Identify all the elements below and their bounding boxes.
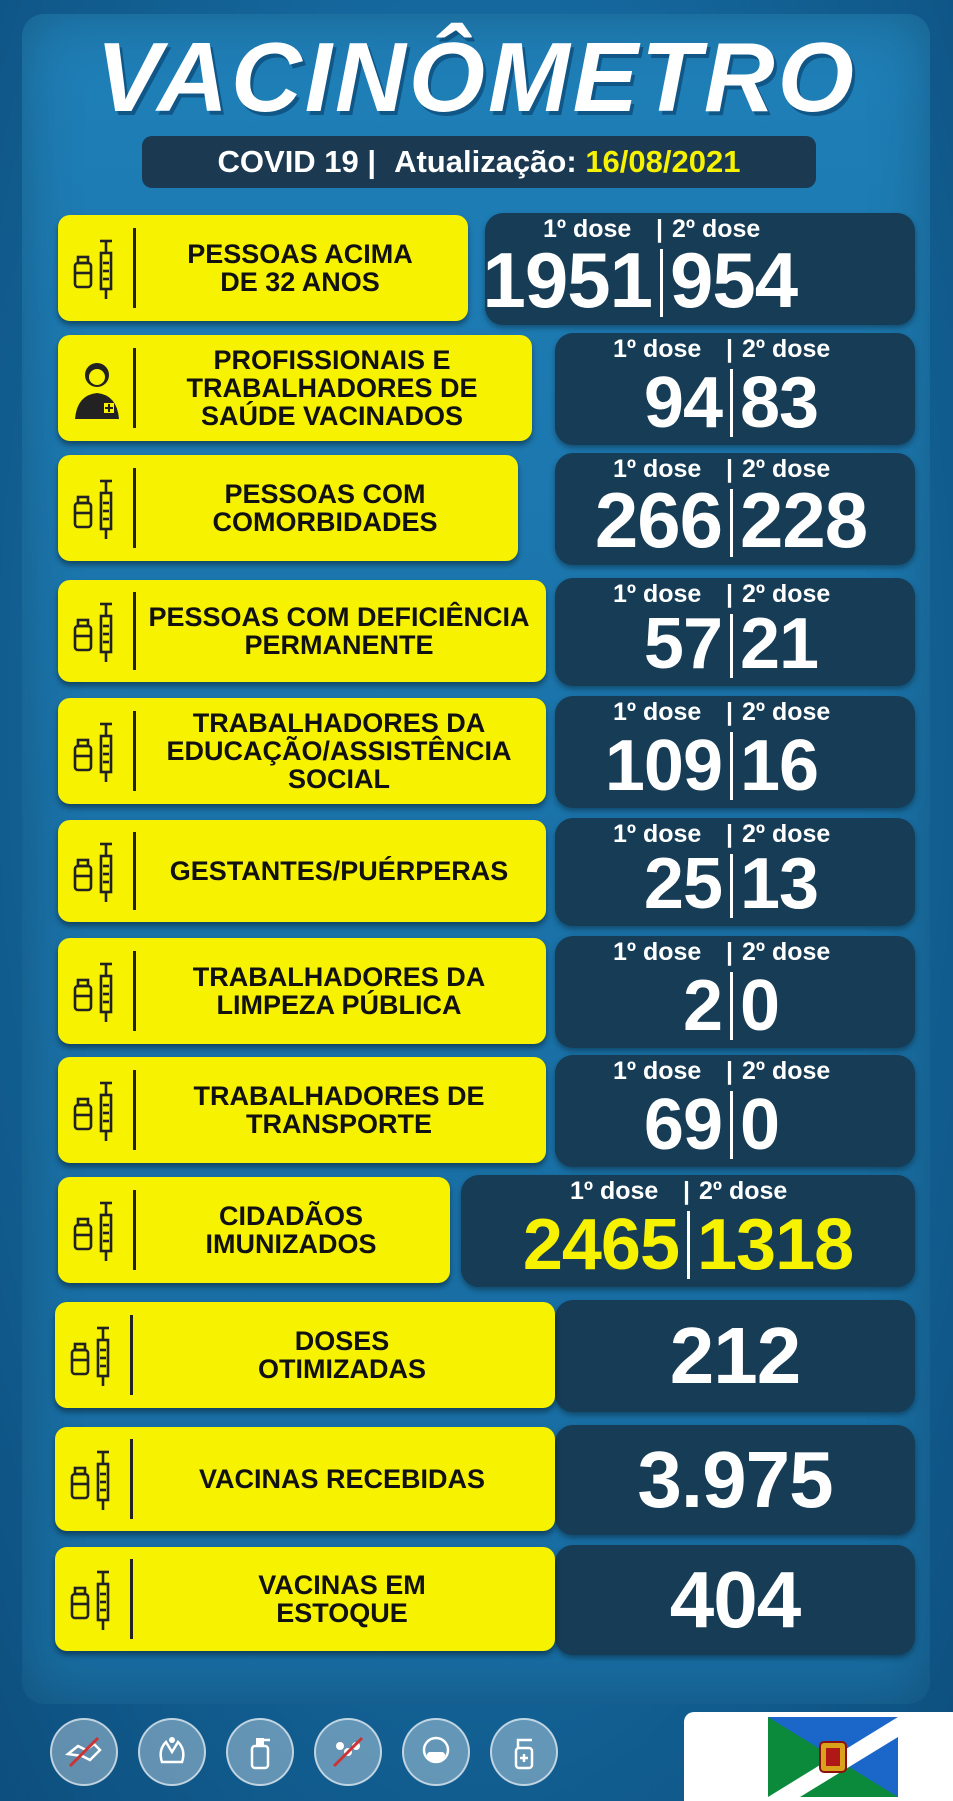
dose-separator <box>660 249 663 317</box>
second-dose-header: 2º dose <box>742 698 831 726</box>
dose-box <box>555 1055 915 1167</box>
first-dose-header: 1º dose <box>613 455 702 483</box>
category-card <box>58 580 546 682</box>
dose-header-separator: | <box>726 455 733 483</box>
first-dose-header: 1º dose <box>570 1177 659 1205</box>
category-label: CIDADÃOS IMUNIZADOS <box>205 1201 377 1259</box>
syringe-vial-icon <box>58 580 136 682</box>
total-value: 212 <box>669 1311 801 1400</box>
update-bar <box>142 136 816 188</box>
dose-separator <box>730 614 733 678</box>
card-divider <box>133 592 136 670</box>
card-divider <box>130 1559 133 1638</box>
dose-header-separator: | <box>726 335 733 363</box>
card-divider <box>133 228 136 309</box>
category-card <box>58 215 468 321</box>
update-label: Atualização: 16/08/2021 <box>394 144 741 179</box>
first-dose-header: 1º dose <box>613 938 702 966</box>
card-divider <box>133 951 136 1032</box>
syringe-vial-icon <box>58 455 136 561</box>
first-dose-count: 109 <box>604 726 722 806</box>
syringe-vial-icon <box>58 1177 136 1283</box>
stat-row <box>0 1055 953 1167</box>
syringe-vial-icon <box>55 1427 133 1531</box>
dose-separator <box>730 369 733 437</box>
total-card <box>55 1547 555 1651</box>
total-label: VACINAS RECEBIDAS <box>198 1464 486 1494</box>
dose-box <box>555 936 915 1048</box>
update-date: 16/08/2021 <box>585 144 741 179</box>
first-dose-header: 1º dose <box>613 580 702 608</box>
second-dose-header: 2º dose <box>672 215 761 243</box>
category-card <box>58 938 546 1044</box>
card-divider <box>130 1315 133 1396</box>
stat-row <box>0 818 953 926</box>
category-label: PESSOAS COM DEFICIÊNCIA PERMANENTE <box>148 602 530 660</box>
card-divider <box>133 832 136 910</box>
category-card <box>58 1057 546 1163</box>
second-dose-header: 2º dose <box>742 820 831 848</box>
stat-row <box>0 936 953 1048</box>
dose-separator <box>730 489 733 557</box>
category-label: PESSOAS ACIMA DE 32 ANOS <box>187 239 413 297</box>
stat-row <box>0 333 953 445</box>
category-label: GESTANTES/PUÉRPERAS <box>169 856 509 886</box>
dose-header-separator: | <box>656 215 663 243</box>
syringe-vial-icon <box>58 698 136 804</box>
spray-bottle-icon <box>490 1718 558 1786</box>
second-dose-count: 954 <box>670 236 798 324</box>
category-label: PROFISSIONAIS E TRABALHADORES DE SAÚDE VACINADOS <box>186 345 478 431</box>
first-dose-count: 266 <box>594 476 722 564</box>
syringe-vial-icon <box>58 215 136 321</box>
second-dose-count: 16 <box>740 726 819 806</box>
card-divider <box>133 348 136 429</box>
first-dose-count: 2465 <box>522 1205 679 1285</box>
total-row <box>0 1425 953 1535</box>
stat-row <box>0 453 953 565</box>
stat-row <box>0 696 953 808</box>
first-dose-header: 1º dose <box>613 820 702 848</box>
category-card <box>58 455 518 561</box>
second-dose-count: 21 <box>740 604 819 684</box>
hand-washing-icon <box>138 1718 206 1786</box>
first-dose-count: 94 <box>643 363 722 443</box>
category-card <box>58 335 532 441</box>
dose-separator <box>730 1091 733 1159</box>
stat-row <box>0 578 953 686</box>
second-dose-count: 13 <box>740 844 819 924</box>
first-dose-header: 1º dose <box>613 1057 702 1085</box>
logo-area <box>684 1712 953 1801</box>
total-value: 404 <box>669 1555 801 1644</box>
prevention-icons <box>50 1718 558 1786</box>
category-card <box>58 820 546 922</box>
first-dose-count: 2 <box>682 966 722 1046</box>
first-dose-count: 25 <box>643 844 722 924</box>
dose-header-separator: | <box>726 1057 733 1085</box>
syringe-vial-icon <box>58 938 136 1044</box>
total-row <box>0 1300 953 1412</box>
category-card <box>58 1177 450 1283</box>
second-dose-header: 2º dose <box>742 455 831 483</box>
second-dose-header: 2º dose <box>742 580 831 608</box>
municipal-flag-logo <box>768 1717 898 1797</box>
card-divider <box>130 1439 133 1518</box>
category-card <box>58 698 546 804</box>
second-dose-count: 0 <box>740 1085 780 1165</box>
card-divider <box>133 1070 136 1151</box>
covid-label: COVID 19 | <box>217 144 377 179</box>
total-card <box>55 1302 555 1408</box>
dose-separator <box>730 732 733 800</box>
health-worker-icon <box>58 335 136 441</box>
handshake-icon <box>50 1718 118 1786</box>
second-dose-header: 2º dose <box>742 938 831 966</box>
second-dose-count: 1318 <box>697 1205 854 1285</box>
total-card <box>55 1427 555 1531</box>
dose-box <box>555 578 915 686</box>
dose-header-separator: | <box>726 820 733 848</box>
second-dose-header: 2º dose <box>742 335 831 363</box>
first-dose-count: 1951 <box>482 236 652 324</box>
syringe-vial-icon <box>55 1302 133 1408</box>
dose-header-separator: | <box>726 938 733 966</box>
first-dose-header: 1º dose <box>613 335 702 363</box>
dose-box <box>555 333 915 445</box>
syringe-vial-icon <box>58 1057 136 1163</box>
stat-row <box>0 213 953 325</box>
first-dose-count: 69 <box>643 1085 722 1165</box>
card-divider <box>133 1190 136 1271</box>
total-label: VACINAS EM ESTOQUE <box>258 1570 426 1628</box>
card-divider <box>133 711 136 792</box>
dose-separator <box>730 854 733 918</box>
first-dose-count: 57 <box>643 604 722 684</box>
total-label: DOSES OTIMIZADAS <box>258 1326 426 1384</box>
total-value: 3.975 <box>637 1435 833 1524</box>
dose-separator <box>730 972 733 1040</box>
syringe-vial-icon <box>55 1547 133 1651</box>
second-dose-count: 83 <box>740 363 819 443</box>
hand-sanitizer-icon <box>226 1718 294 1786</box>
first-dose-header: 1º dose <box>613 698 702 726</box>
first-dose-header: 1º dose <box>543 215 632 243</box>
dose-header-separator: | <box>683 1177 690 1205</box>
second-dose-count: 228 <box>740 476 868 564</box>
page-title: VACINÔMETRO <box>96 22 857 132</box>
category-label: TRABALHADORES DA EDUCAÇÃO/ASSISTÊNCIA SOCIAL <box>166 708 512 794</box>
card-divider <box>133 468 136 549</box>
face-mask-icon <box>402 1718 470 1786</box>
total-row <box>0 1545 953 1655</box>
dose-box <box>555 818 915 926</box>
category-label: TRABALHADORES DA LIMPEZA PÚBLICA <box>192 962 486 1020</box>
dose-separator <box>687 1211 690 1279</box>
category-label: TRABALHADORES DE TRANSPORTE <box>193 1081 485 1139</box>
category-label: PESSOAS COM COMORBIDADES <box>212 479 438 537</box>
second-dose-header: 2º dose <box>742 1057 831 1085</box>
second-dose-count: 0 <box>740 966 780 1046</box>
dose-header-separator: | <box>726 698 733 726</box>
stat-row <box>0 1175 953 1287</box>
crowd-icon <box>314 1718 382 1786</box>
second-dose-header: 2º dose <box>699 1177 788 1205</box>
syringe-vial-icon <box>58 820 136 922</box>
dose-header-separator: | <box>726 580 733 608</box>
